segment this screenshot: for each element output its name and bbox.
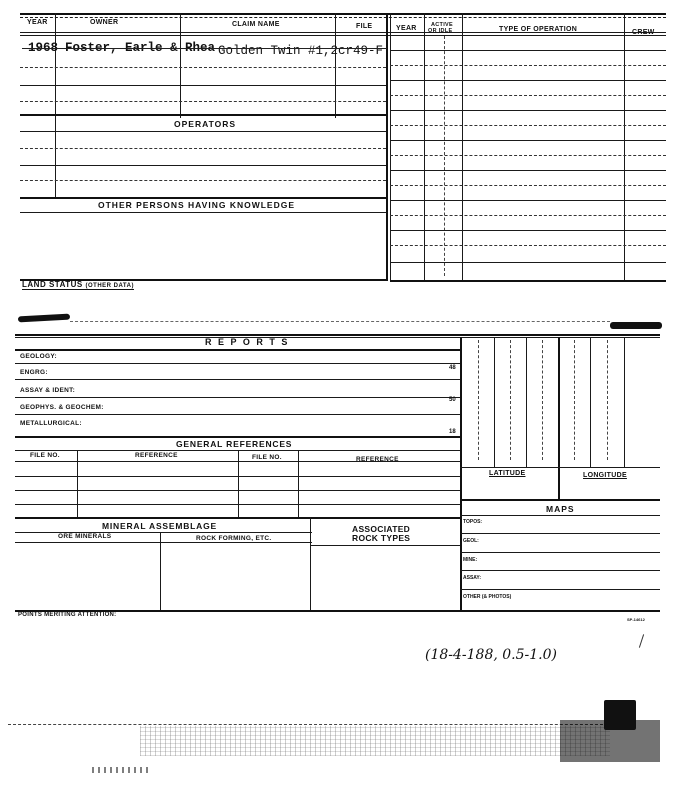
rock-forming-label: ROCK FORMING, ETC.	[196, 535, 272, 542]
reports-metallurgical: METALLURGICAL:	[20, 420, 82, 427]
redaction-mark-right	[610, 322, 662, 329]
reports-geophys-num: 50	[449, 397, 456, 403]
other-persons-label: OTHER PERSONS HAVING KNOWLEDGE	[98, 200, 296, 210]
col-active: ACTIVE	[431, 22, 453, 28]
points-meriting-attention: POINTS MERITING ATTENTION:	[18, 612, 117, 618]
handwritten-note: (18-4-188, 0.5-1.0)	[425, 647, 557, 663]
gr-file-no-2: FILE NO.	[252, 454, 282, 461]
col-file: FILE	[356, 23, 373, 30]
maps-geol: GEOL:	[463, 538, 479, 544]
reports-assay: ASSAY & IDENT:	[20, 387, 76, 394]
latitude-label: LATITUDE	[489, 470, 526, 477]
gr-reference-2: REFERENCE	[356, 456, 399, 463]
reports-title: R E P O R T S	[205, 337, 290, 347]
col-year-2: YEAR	[396, 25, 417, 32]
entry-owner: Foster, Earle & Rhea	[65, 41, 216, 55]
general-references-title: GENERAL REFERENCES	[176, 439, 293, 449]
maps-mine: MINE:	[463, 557, 478, 563]
rock-types-label: ROCK TYPES	[352, 533, 411, 543]
reports-engrg-num: 48	[449, 365, 456, 371]
col-owner: OWNER	[90, 19, 119, 26]
col-crew: CREW	[632, 29, 655, 36]
land-status-sub: (OTHER DATA)	[85, 283, 134, 289]
col-type-of-operation: TYPE OF OPERATION	[499, 26, 578, 33]
maps-assay: ASSAY:	[463, 575, 482, 581]
redaction-mark-left	[18, 314, 70, 323]
form-number: SP-14612	[627, 617, 645, 622]
maps-topos: TOPOS:	[463, 519, 483, 525]
col-year: YEAR	[27, 19, 48, 26]
associated-label: ASSOCIATED	[352, 524, 411, 534]
reports-engrg: ENGRG:	[20, 369, 48, 376]
maps-title: MAPS	[546, 504, 575, 514]
maps-other: OTHER (& PHOTOS)	[463, 594, 512, 600]
reports-geophys: GEOPHYS. & GEOCHEM:	[20, 404, 104, 411]
longitude-label: LONGITUDE	[583, 472, 627, 479]
col-claim-name: CLAIM NAME	[232, 21, 280, 28]
reports-geology: GEOLOGY:	[20, 353, 57, 360]
operators-label: OPERATORS	[174, 119, 237, 129]
mineral-assemblage-title: MINERAL ASSEMBLAGE	[102, 521, 217, 531]
land-status-label: LAND STATUS	[22, 280, 83, 289]
entry-year: 1968	[28, 41, 59, 55]
entry-claim-name: Golden Twin #1,2	[218, 44, 339, 58]
entry-file: cr49-F	[338, 44, 384, 58]
gr-reference-1: REFERENCE	[135, 452, 178, 459]
pen-tick	[639, 634, 644, 648]
gr-file-no-1: FILE NO.	[30, 452, 60, 459]
col-or-idle: OR IDLE	[428, 28, 453, 34]
reports-metallurgical-num: 18	[449, 429, 456, 435]
ore-minerals-label: ORE MINERALS	[58, 533, 112, 540]
